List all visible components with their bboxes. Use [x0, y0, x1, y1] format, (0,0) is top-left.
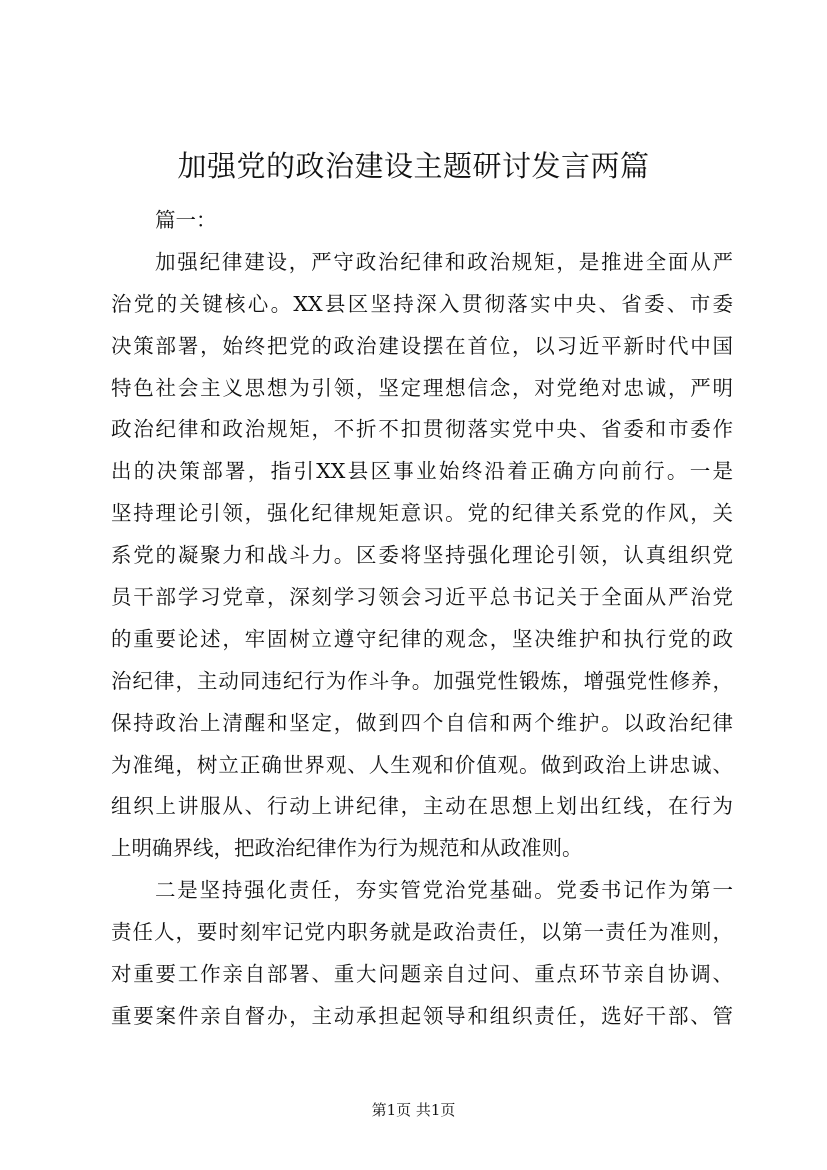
- paragraph-line: 特色社会主义思想为引领，坚定理想信念，对党绝对忠诚，严明: [111, 375, 733, 400]
- paragraph-line: 加强纪律建设，严守政治纪律和政治规矩，是推进全面从严: [155, 249, 733, 274]
- paragraph-line: 出的决策部署，指引XX县区事业始终沿着正确方向前行。一是: [111, 459, 733, 484]
- paragraph-line: 责任人，要时刻牢记党内职务就是政治责任，以第一责任为准则，: [111, 920, 733, 945]
- paragraph-line: 二是坚持强化责任，夯实管党治党基础。党委书记作为第一: [155, 878, 733, 903]
- paragraph-line: 对重要工作亲自部署、重大问题亲自过问、重点环节亲自协调、: [111, 962, 733, 987]
- paragraph-line: 为准绳，树立正确世界观、人生观和价值观。做到政治上讲忠诚、: [111, 752, 733, 777]
- paragraph-line: 政治纪律和政治规矩，不折不扣贯彻落实党中央、省委和市委作: [111, 417, 733, 442]
- document-body: [111, 200, 733, 1038]
- paragraph-line: 的重要论述，牢固树立遵守纪律的观念，坚决维护和执行党的政: [111, 626, 733, 651]
- paragraph-line: 保持政治上清醒和坚定，做到四个自信和两个维护。以政治纪律: [111, 710, 733, 735]
- paragraph-line: 治党的关键核心。XX县区坚持深入贯彻落实中央、省委、市委: [111, 291, 733, 316]
- paragraph-line: 决策部署，始终把党的政治建设摆在首位，以习近平新时代中国: [111, 333, 733, 358]
- page-number: 第1页 共1页: [371, 1101, 456, 1119]
- section-label: 篇一：: [155, 208, 217, 232]
- paragraph-line: 重要案件亲自督办，主动承担起领导和组织责任，选好干部、管: [111, 1003, 733, 1028]
- document-title: 加强党的政治建设主题研讨发言两篇: [177, 149, 650, 183]
- paragraph-line: 坚持理论引领，强化纪律规矩意识。党的纪律关系党的作风，关: [111, 501, 733, 526]
- paragraph-line: 组织上讲服从、行动上讲纪律，主动在思想上划出红线，在行为: [111, 794, 733, 819]
- paragraph-line: 员干部学习党章，深刻学习领会习近平总书记关于全面从严治党: [111, 585, 733, 610]
- paragraph-line: 治纪律，主动同违纪行为作斗争。加强党性锻炼，增强党性修养，: [111, 668, 733, 693]
- paragraph-line: 上明确界线，把政治纪律作为行为规范和从政准则。: [111, 836, 583, 861]
- paragraph-line: 系党的凝聚力和战斗力。区委将坚持强化理论引领，认真组织党: [111, 543, 733, 568]
